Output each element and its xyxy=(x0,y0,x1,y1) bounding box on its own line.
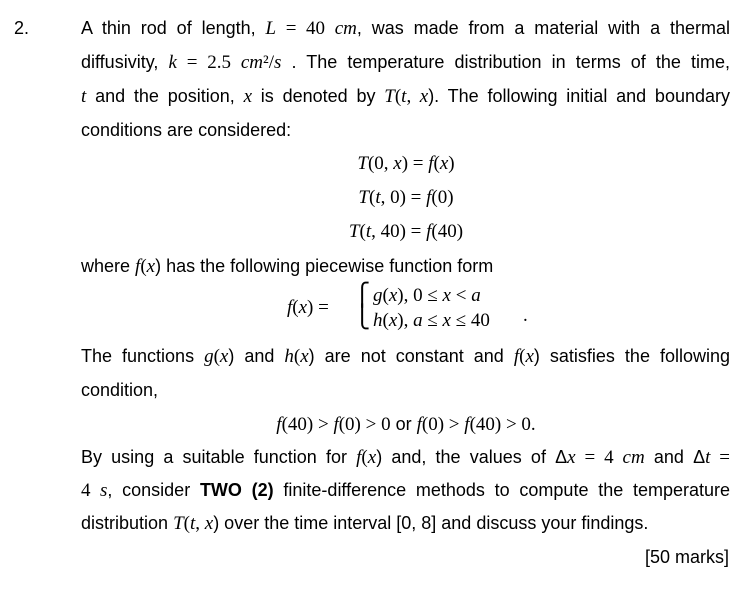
math-sym: ( xyxy=(394,86,402,107)
math-sym: ( xyxy=(433,153,440,174)
math-var: f xyxy=(287,297,293,318)
text-line-3 xyxy=(81,85,730,108)
math-sym: ( xyxy=(140,256,147,277)
text: ) over the time interval [0, 8] and discuss your findings. xyxy=(213,513,649,533)
math-sym: (0) > xyxy=(421,414,465,435)
piecewise-case-1 xyxy=(373,285,481,307)
text: ). The following initial and boundary xyxy=(428,86,730,106)
math-var: k xyxy=(168,52,177,73)
emphasis-text: TWO (2) xyxy=(199,480,274,500)
math-var: g xyxy=(204,346,214,367)
math-sym: ( xyxy=(382,310,389,331)
math-unit: s xyxy=(100,480,108,501)
math-sym: ( xyxy=(183,513,190,534)
math-sym: ( xyxy=(368,187,376,208)
text: or xyxy=(390,414,417,434)
text: , consider xyxy=(107,480,200,500)
math-var: x xyxy=(393,153,402,174)
math-sym: ) = xyxy=(307,297,329,318)
left-brace-icon: ⎧ ⎩ xyxy=(354,283,371,330)
math-var: T xyxy=(173,513,184,534)
math-sym: ( xyxy=(213,346,220,367)
text-line-4: conditions are considered: xyxy=(81,120,292,140)
math-sym: ²/ xyxy=(263,52,274,73)
math-var: a xyxy=(413,310,423,331)
method-line-1 xyxy=(81,446,730,469)
question-number: 2. xyxy=(14,18,30,38)
math-sym: ) = xyxy=(401,153,429,174)
text: ) has the following piecewise function form xyxy=(155,256,494,276)
text: ) satisfies the following xyxy=(533,346,730,366)
method-line-3 xyxy=(81,512,648,535)
math-sym: , 0) = xyxy=(380,187,427,208)
math-var: t xyxy=(375,187,381,208)
math-unit: cm xyxy=(334,18,357,39)
math-var: f xyxy=(416,414,422,435)
math-unit: cm xyxy=(622,447,645,468)
text: and the position, xyxy=(86,86,244,106)
math-sym: ) xyxy=(448,153,455,174)
math-sym: ( xyxy=(361,447,368,468)
text: diffusivity, xyxy=(81,52,169,72)
math-var: f xyxy=(333,414,339,435)
condition-boundary-left xyxy=(81,187,731,209)
math-sym: , 40) = xyxy=(371,221,427,242)
math-sym: ( xyxy=(359,221,366,242)
marks-label: [50 marks] xyxy=(644,547,729,567)
math-sym: (0) xyxy=(431,187,454,208)
math-num: = 4 xyxy=(575,447,623,468)
math-var: x xyxy=(442,310,451,331)
math-var: f xyxy=(276,414,282,435)
piecewise-case-2 xyxy=(373,310,490,332)
math-var: h xyxy=(284,346,294,367)
math-sym: (40) xyxy=(431,221,464,242)
math-sym: ), 0 ≤ xyxy=(397,285,443,306)
math-var: x xyxy=(525,346,534,367)
math-var: x xyxy=(419,86,429,107)
math-var: T xyxy=(358,187,369,208)
piecewise-lhs xyxy=(287,297,329,319)
text-line-2 xyxy=(81,51,730,74)
method-line-2 xyxy=(81,479,730,502)
math-var: f xyxy=(513,346,520,367)
math-sym: (40) > 0. xyxy=(469,414,536,435)
condition-boundary-right xyxy=(81,221,731,243)
math-sym: < xyxy=(450,285,472,306)
math-unit: cm xyxy=(240,52,264,73)
math-var: t xyxy=(401,86,407,107)
piecewise-period: . xyxy=(523,305,528,326)
math-sym: , xyxy=(406,86,420,107)
math-var: f xyxy=(426,221,432,242)
math-var: L xyxy=(265,18,277,39)
math-var: x xyxy=(300,346,309,367)
math-var: f xyxy=(426,187,432,208)
math-sym: ( xyxy=(293,346,301,367)
text: . The temperature distribution in terms of the time, xyxy=(281,52,730,72)
text: and Δ xyxy=(644,447,706,467)
text: A thin rod of length, xyxy=(81,18,266,38)
math-var: t xyxy=(705,447,711,468)
text: , was made from a material with a thermal xyxy=(356,18,730,38)
math-sym: ( xyxy=(519,346,526,367)
math-var: T xyxy=(357,153,368,174)
condition-word: condition, xyxy=(81,380,159,400)
text: ) and, the values of Δ xyxy=(376,447,568,467)
text: is denoted by xyxy=(252,86,385,106)
math-var: x xyxy=(388,310,398,331)
text: By using a suitable function for xyxy=(81,447,357,467)
math-num: = 40 xyxy=(276,18,335,39)
math-var: x xyxy=(439,153,449,174)
math-var: f xyxy=(464,414,470,435)
functions-line xyxy=(81,345,730,368)
math-sym: , xyxy=(195,513,205,534)
math-sym: (40) > xyxy=(281,414,334,435)
math-num: 4 xyxy=(81,480,100,501)
math-var: x xyxy=(298,297,308,318)
math-var: t xyxy=(81,86,87,107)
math-var: f xyxy=(356,447,362,468)
inequality-condition xyxy=(81,413,731,436)
text: finite-difference methods to compute the temperature xyxy=(273,480,731,500)
math-var: t xyxy=(365,221,372,242)
math-sym: ), xyxy=(397,310,414,331)
math-var: x xyxy=(243,86,252,107)
math-var: a xyxy=(471,285,481,306)
text-line-1 xyxy=(81,17,730,40)
text: ) are not constant and xyxy=(308,346,514,366)
math-var: T xyxy=(348,221,360,242)
math-unit: s xyxy=(274,52,282,73)
math-var: x xyxy=(367,447,377,468)
math-sym: (0) > 0 xyxy=(338,414,391,435)
math-var: x xyxy=(567,447,576,468)
math-sym: ≤ xyxy=(422,310,443,331)
text: where xyxy=(81,256,136,276)
math-var: x xyxy=(388,285,398,306)
where-line xyxy=(81,255,493,278)
condition-initial xyxy=(81,153,731,175)
math-num: = 2.5 xyxy=(176,52,241,73)
text: distribution xyxy=(81,513,174,533)
math-sym: = xyxy=(710,447,731,468)
math-sym: ≤ 40 xyxy=(450,310,490,331)
math-var: T xyxy=(384,86,395,107)
math-var: g xyxy=(373,285,383,306)
text: The functions xyxy=(81,346,205,366)
text: ) and xyxy=(228,346,285,366)
math-var: x xyxy=(204,513,214,534)
math-sym: (0, xyxy=(367,153,394,174)
math-sym: ( xyxy=(382,285,389,306)
math-sym: ( xyxy=(292,297,299,318)
math-var: x xyxy=(219,346,229,367)
math-var: x xyxy=(442,285,451,306)
math-var: t xyxy=(189,513,196,534)
math-var: f xyxy=(428,153,434,174)
math-var: f xyxy=(135,256,141,277)
math-var: h xyxy=(373,310,383,331)
math-var: x xyxy=(146,256,156,277)
